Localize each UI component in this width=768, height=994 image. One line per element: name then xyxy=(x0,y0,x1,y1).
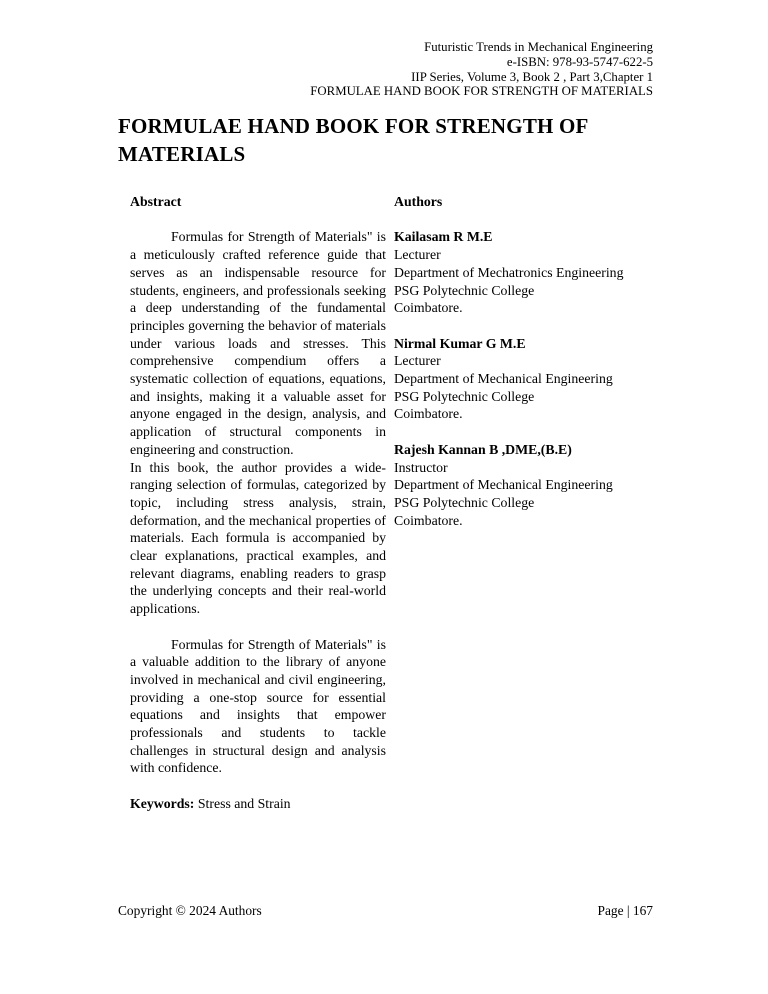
author-city: Coimbatore. xyxy=(394,300,463,316)
authors-column xyxy=(394,193,660,813)
keywords-label: Keywords: xyxy=(130,795,195,811)
author-department: Department of Mechanical Engineering xyxy=(394,477,613,493)
author-department: Department of Mechanical Engineering xyxy=(394,371,613,386)
page-footer xyxy=(118,903,653,919)
author-department: Department of Mechatronics Engineering xyxy=(394,264,624,280)
author-city: Coimbatore. xyxy=(394,406,463,422)
author-role: Instructor xyxy=(394,459,448,475)
page-number: Page | 167 xyxy=(597,903,653,918)
keywords-value: Stress and Strain xyxy=(197,795,291,811)
author-college: PSG Polytechnic College xyxy=(394,282,535,298)
author-name: Kailasam R M.E xyxy=(394,229,493,245)
author-entry-3 xyxy=(394,441,660,530)
header-line-volume: IIP Series, Volume 3, Book 2 , Part 3,Chapter 1 xyxy=(411,69,653,84)
author-name: Rajesh Kannan B ,DME,(B.E) xyxy=(394,441,572,457)
chapter-title: FORMULAE HAND BOOK FOR STRENGTH OF MATERIALS xyxy=(118,114,588,166)
header-line-chapter: FORMULAE HAND BOOK FOR STRENGTH OF MATERIALS xyxy=(310,84,653,99)
header-line-isbn: e-ISBN: 978-93-5747-622-5 xyxy=(506,54,653,69)
content-columns xyxy=(130,193,660,813)
authors-heading: Authors xyxy=(394,194,443,209)
abstract-paragraph-2: In this book, the author provides a wide-ranging selection of formulas, categorized by topic, including stress analysis, strain, deformation, and the mechanical properties of materials. Each formula is accompanied by clear explanations, practical examples, and relevant diagrams, enabling readers to grasp the underlying concepts and their real-world applications. xyxy=(130,459,386,617)
abstract-paragraph-1: Formulas for Strength of Materials" is a meticulously crafted reference guide that serves as an indispensable resource for students, engineers, and professionals seeking a deep understanding of the fundamental principles governing the behavior of materials under various loads and stresses. This comprehensive compendium offers a systematic collection of equations, equations, and insights, making it a valuable asset for anyone engaged in the design, analysis, and application of structural components in engineering and construction. xyxy=(130,229,386,457)
keywords-line xyxy=(130,795,386,813)
author-entry-2 xyxy=(394,335,660,424)
author-role: Lecturer xyxy=(394,353,441,369)
abstract-column xyxy=(130,193,386,813)
abstract-heading: Abstract xyxy=(130,194,182,209)
abstract-paragraph-3: Formulas for Strength of Materials" is a valuable addition to the library of anyone involved in mechanical and civil engineering, providing a one-stop source for essential equations and insights that empower professionals and students to tackle challenges in structural design and analysis with confidence. xyxy=(130,636,386,776)
header-line-series: Futuristic Trends in Mechanical Engineering xyxy=(424,40,653,54)
page-header xyxy=(310,40,653,99)
author-entry-1 xyxy=(394,228,660,317)
author-college: PSG Polytechnic College xyxy=(394,494,535,510)
author-college: PSG Polytechnic College xyxy=(394,388,535,404)
author-name: Nirmal Kumar G M.E xyxy=(394,335,526,351)
copyright-text: Copyright © 2024 Authors xyxy=(118,903,262,918)
author-role: Lecturer xyxy=(394,247,441,263)
author-city: Coimbatore. xyxy=(394,512,463,528)
